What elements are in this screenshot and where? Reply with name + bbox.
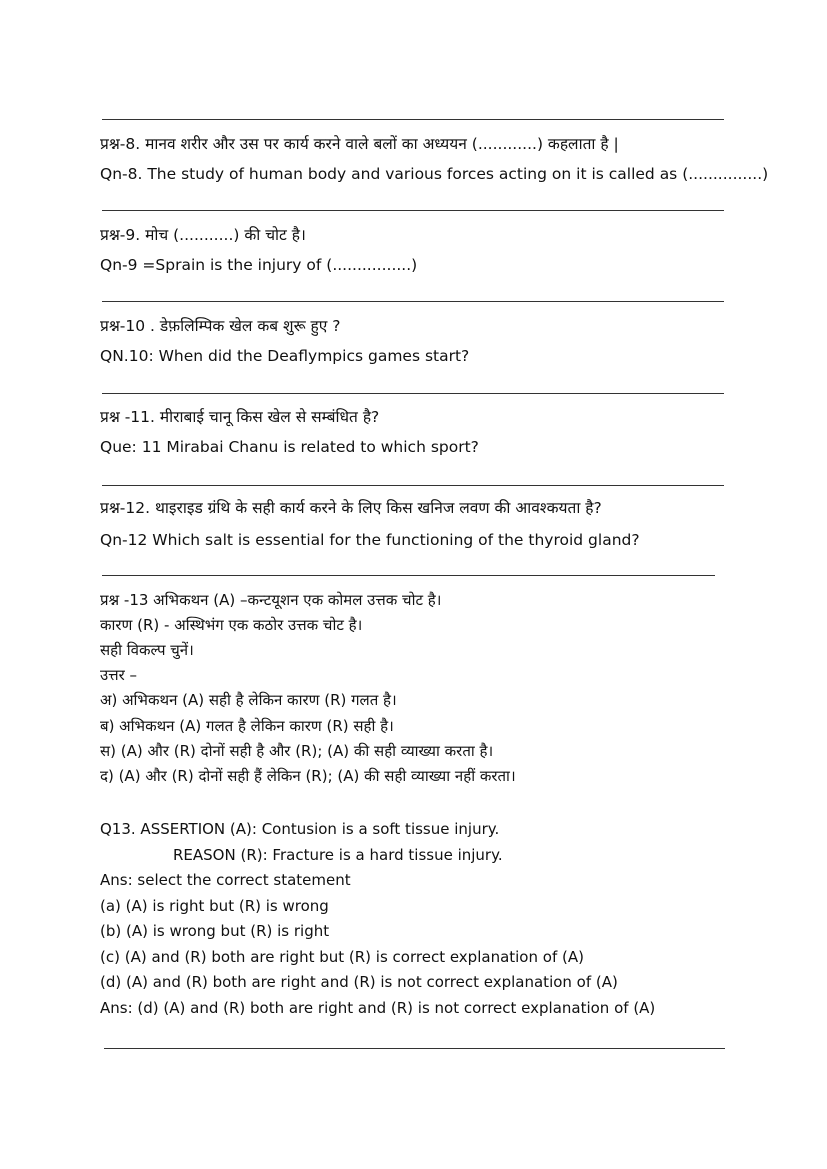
q13-hindi-line: सही विकल्प चुनें।: [100, 641, 194, 659]
q13-english-line: Ans: (d) (A) and (R) both are right and (R) is not correct explanation of (A): [100, 999, 656, 1017]
q12-hindi: प्रश्न-12. थाइराइड ग्रंथि के सही कार्य करने के लिए किस खनिज लवण की आवश्कयता है?: [100, 499, 602, 517]
q13-english-line: Ans: select the correct statement: [100, 871, 351, 889]
q13-hindi-line: उत्तर –: [100, 666, 137, 684]
q8-hindi: प्रश्न-8. मानव शरीर और उस पर कार्य करने वाले बलों का अध्ययन (............) कहलाता है |: [100, 135, 619, 153]
q13-english-assertion: Q13. ASSERTION (A): Contusion is a soft tissue injury.: [100, 820, 500, 838]
q13-english-line: (b) (A) is wrong but (R) is right: [100, 922, 330, 940]
q13-english-reason: REASON (R): Fracture is a hard tissue injury.: [173, 846, 503, 864]
q13-english-line: (a) (A) is right but (R) is wrong: [100, 897, 329, 915]
q13-hindi-line: द) (A) और (R) दोनों सही हैं लेकिन (R); (A) की सही व्याख्या नहीं करता।: [100, 767, 516, 785]
separator-line: [102, 301, 724, 302]
q10-english: QN.10: When did the Deaflympics games start?: [100, 347, 470, 365]
q13-hindi-line: कारण (R) - अस्थिभंग एक कठोर उत्तक चोट है।: [100, 616, 363, 634]
q13-hindi-line: ब) अभिकथन (A) गलत है लेकिन कारण (R) सही है।: [100, 717, 394, 735]
separator-line: [102, 485, 724, 486]
q9-hindi: प्रश्न-9. मोच (...........) की चोट है।: [100, 226, 306, 244]
separator-line: [102, 575, 715, 576]
q11-hindi: प्रश्न -11. मीराबाई चानू किस खेल से सम्बंधित है?: [100, 408, 380, 426]
separator-line: [102, 210, 724, 211]
separator-line: [104, 1048, 725, 1049]
q13-hindi-line: स) (A) और (R) दोनों सही है और (R); (A) की सही व्याख्या करता है।: [100, 742, 494, 760]
q10-hindi: प्रश्न-10 . डेफ़लिम्पिक खेल कब शुरू हुए ?: [100, 317, 341, 335]
separator-line: [102, 393, 724, 394]
q9-english: Qn-9 =Sprain is the injury of (................): [100, 256, 418, 274]
q8-english: Qn-8. The study of human body and various forces acting on it is called as (...............): [100, 165, 769, 183]
q13-hindi-line: प्रश्न -13 अभिकथन (A) –कन्टयूशन एक कोमल उत्तक चोट है।: [100, 591, 442, 609]
q11-english: Que: 11 Mirabai Chanu is related to which sport?: [100, 438, 479, 456]
q13-english-line: (c) (A) and (R) both are right but (R) is correct explanation of (A): [100, 948, 584, 966]
q13-english-line: (d) (A) and (R) both are right and (R) is not correct explanation of (A): [100, 973, 618, 991]
q13-hindi-line: अ) अभिकथन (A) सही है लेकिन कारण (R) गलत है।: [100, 691, 397, 709]
separator-line: [102, 119, 724, 120]
q12-english: Qn-12 Which salt is essential for the functioning of the thyroid gland?: [100, 531, 640, 549]
